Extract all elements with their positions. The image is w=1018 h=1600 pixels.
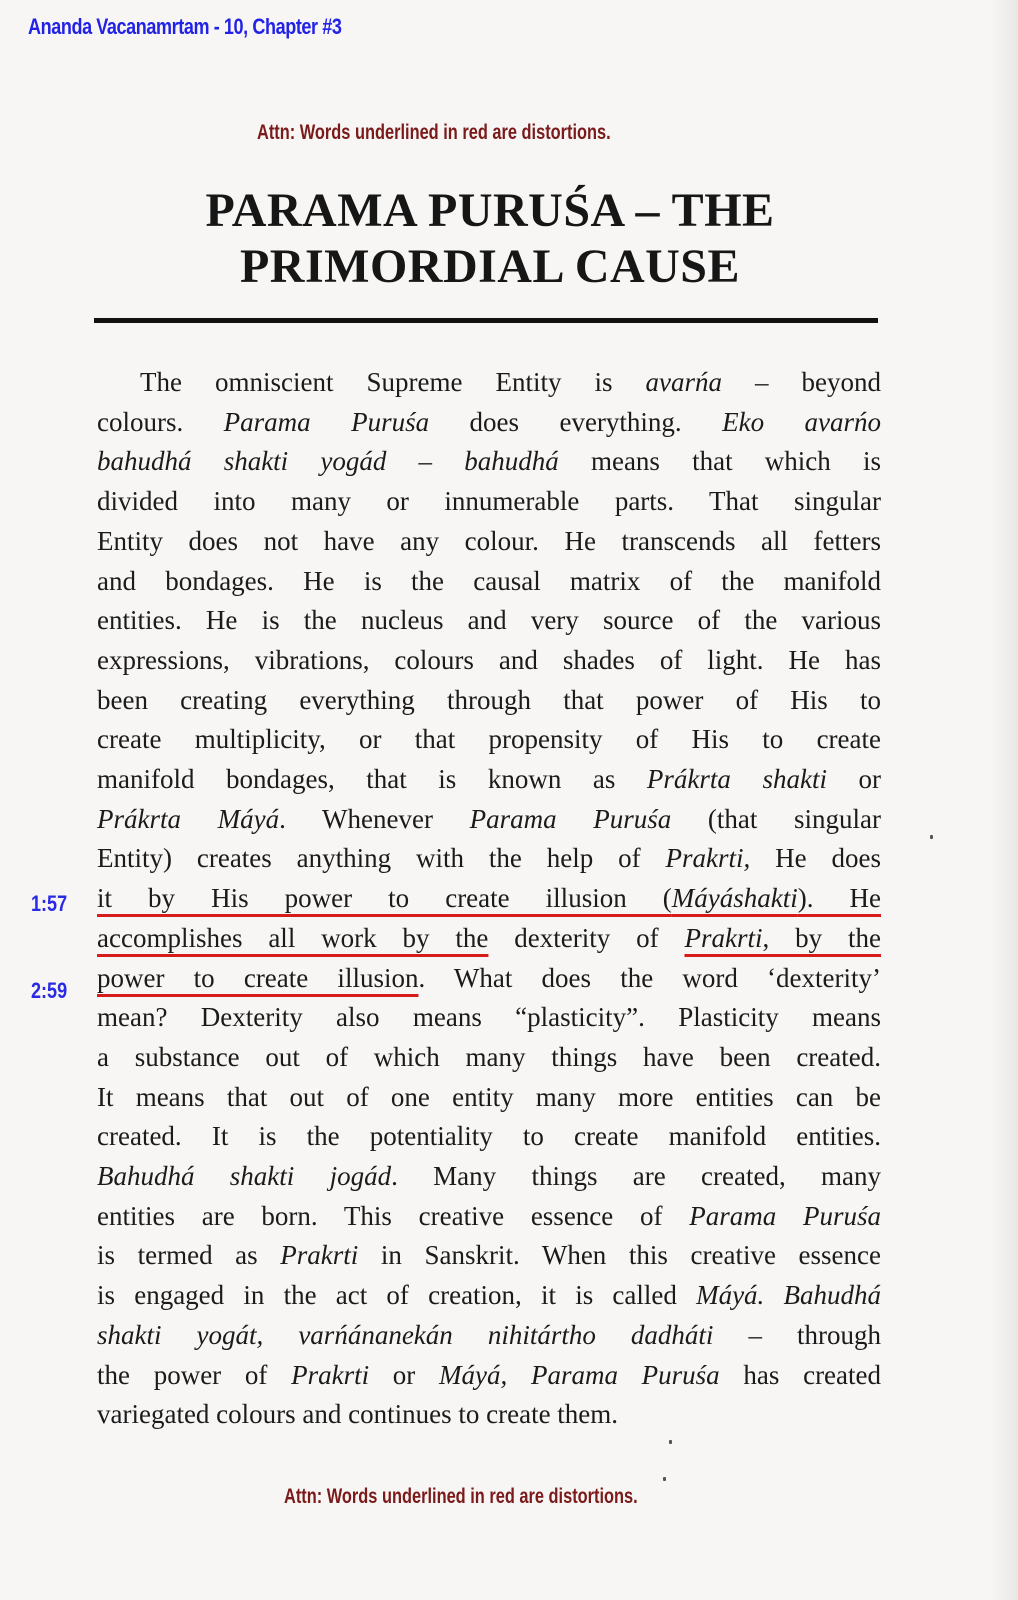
text-run: . What does the word ‘dexterity’ (418, 962, 881, 993)
sanskrit-term: Máyáshakti (671, 883, 798, 914)
body-line: and bondages. He is the causal matrix of the manifold (97, 565, 881, 596)
sanskrit-term: avarńa (645, 367, 722, 397)
body-line: created. It is the potentiality to create manifold entities. (97, 1121, 881, 1152)
body-line (97, 1157, 881, 1197)
chapter-title-line-1: PARAMA PURUŚA – THE (205, 184, 775, 237)
distortion-underline: power to create illusion (97, 962, 419, 993)
sanskrit-term: Máyá, Parama Puruśa (439, 1359, 720, 1390)
scan-speck (669, 1440, 672, 1444)
sanskrit-term: bahudhá shakti yogád – bahudhá (97, 446, 559, 477)
text-run: is engaged in the act of creation, it is called (97, 1280, 697, 1311)
sanskrit-term: Parama Puruśa (689, 1200, 881, 1231)
body-line (97, 760, 881, 800)
body-line: expressions, vibrations, colours and shades of light. He has (97, 644, 881, 675)
distortion-notice-top: Attn: Words underlined in red are distortions. (257, 121, 611, 144)
body-line (97, 839, 881, 879)
text-run: , by the (762, 922, 881, 953)
sanskrit-term: Parama Puruśa (223, 406, 430, 437)
body-line: It means that out of one entity many more entities can be (97, 1081, 881, 1112)
text-run: The omniscient Supreme Entity is (140, 367, 646, 397)
distortion-underline (685, 923, 881, 953)
sanskrit-term: Bahudhá shakti jogád (97, 1161, 392, 1192)
text-run: Entity) creates anything with the help of (97, 843, 666, 874)
text-run: – beyond (722, 367, 882, 397)
distortion-notice-bottom: Attn: Words underlined in red are distortions. (284, 1485, 638, 1508)
sanskrit-term: Prakrti (684, 922, 763, 953)
text-run: entities are born. This creative essence of (97, 1200, 690, 1231)
text-run: dexterity of (488, 922, 685, 953)
title-divider (94, 318, 878, 323)
text-run: (that singular (671, 803, 881, 834)
body-line: been creating everything through that power of His to (97, 684, 881, 715)
sanskrit-term: Prakrti (291, 1359, 370, 1390)
body-line (97, 403, 881, 443)
text-run: has created (719, 1359, 882, 1390)
text-run: is termed as (97, 1240, 281, 1271)
text-run: the power of (97, 1359, 292, 1390)
text-run: . Many things are created, many (391, 1161, 882, 1192)
body-line (97, 1276, 881, 1316)
text-run: in Sanskrit. When this creative essence (358, 1240, 881, 1271)
distortion-underline (97, 883, 881, 913)
body-line: a substance out of which many things have been created. (97, 1041, 881, 1072)
body-line (97, 442, 881, 482)
sanskrit-term: Prákrta Máyá (97, 803, 280, 834)
timestamp-marker-2: 2:59 (31, 978, 68, 1003)
distortion-underline: accomplishes all work by the (97, 922, 489, 953)
text-run: means that which is (558, 446, 881, 477)
sanskrit-term: Parama Puruśa (469, 803, 672, 834)
scan-speck (663, 1477, 666, 1481)
text-run: it by His power to create illusion ( (97, 883, 672, 914)
text-run: or (369, 1359, 440, 1390)
body-line (97, 919, 881, 959)
timestamp-marker-1: 1:57 (31, 891, 68, 916)
body-line (97, 1316, 881, 1356)
source-label: Ananda Vacanamrtam - 10, Chapter #3 (28, 14, 342, 39)
text-run: manifold bondages, that is known as (97, 764, 647, 795)
chapter-title-line-2: PRIMORDIAL CAUSE (239, 240, 741, 293)
body-line (97, 959, 881, 999)
body-line: Entity does not have any colour. He transcends all fetters (97, 525, 881, 556)
sanskrit-term: Prakrti, (665, 843, 751, 874)
sanskrit-term: Máyá. Bahudhá (696, 1280, 881, 1311)
body-line: create multiplicity, or that propensity of His to create (97, 724, 881, 755)
body-line (97, 1236, 881, 1276)
body-line (97, 363, 881, 403)
sanskrit-term: Prakrti (280, 1240, 359, 1271)
text-run: ). He (797, 883, 881, 914)
text-run: He does (750, 843, 881, 874)
body-line: variegated colours and continues to create them. (97, 1399, 619, 1430)
body-line (97, 1197, 881, 1237)
body-line: divided into many or innumerable parts. That singular (97, 486, 881, 517)
sanskrit-term: Eko avarńo (722, 406, 882, 437)
body-line (97, 879, 881, 919)
sanskrit-term: Prákrta shakti (646, 764, 827, 795)
text-run: or (826, 764, 881, 795)
chapter-body (97, 363, 881, 1435)
body-line (97, 1356, 881, 1396)
text-run: – through (713, 1319, 881, 1350)
sanskrit-term: shakti yogát, varńánanekán nihitártho dadháti (97, 1319, 714, 1350)
body-line: mean? Dexterity also means “plasticity”. Plasticity means (97, 1002, 881, 1033)
page-edge-shadow (990, 0, 1018, 1600)
body-line: entities. He is the nucleus and very source of the various (97, 605, 881, 636)
body-line (97, 800, 881, 840)
text-run: colours. (97, 406, 224, 437)
chapter-title (90, 183, 890, 295)
text-run: . Whenever (279, 803, 470, 834)
text-run: does everything. (429, 406, 723, 437)
scan-speck (930, 835, 933, 839)
